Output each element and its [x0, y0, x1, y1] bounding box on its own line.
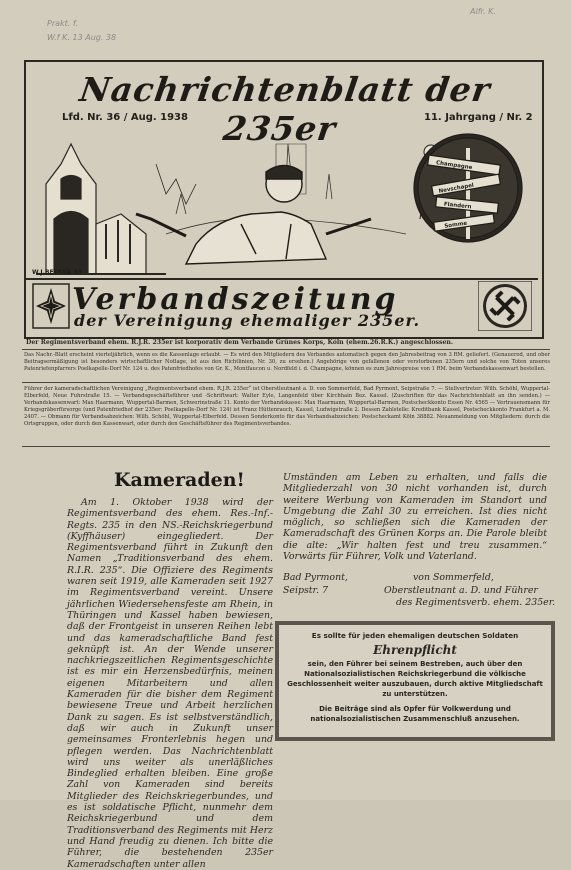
- box-text-2: Die Beiträge sind als Opfer für Volkwerdung und nationalsozialistischen Zusammenschluß anzusehen.: [310, 705, 520, 723]
- ruined-church-drawing: [36, 144, 196, 274]
- artist-signature: W.J.BECKER 33: [32, 269, 82, 276]
- signature-rank: Oberstleutnant a. D. und Führer: [384, 585, 538, 596]
- verbandszeitung-title: Verbandszeitung: [72, 282, 399, 317]
- pencil-note-1: Prakt. f.: [47, 19, 79, 28]
- verbandszeitung-subtitle: der Vereinigung ehemaliger 235er.: [74, 311, 421, 330]
- article-title: Kameraden!: [114, 469, 245, 491]
- header-illustration: [26, 124, 538, 278]
- issue-number-left: Lfd. Nr. 36 / Aug. 1938: [62, 112, 188, 123]
- article-text-left: Am 1. Oktober 1938 wird der Regimentsverband des ehem. Res.-Inf.-Regts. 235 in den NS.-Reichskriegerbund (Kyffhäuser) eingegliedert. Der Regimentsverband führt in Zukunft den Namen „Traditionsverband des ehem. R.I.R. 235“. Die Offiziere des Regiments waren seit 1919, alle Kameraden seit 1927 im Regimentsverband vereint. Unsere jährlichen Wiedersehensfeste am Rhein, in Thüringen und Kassel haben bewiesen, daß der Frontgeist in unseren Reihen lebt und das kameradschaftliche Band fest geknüpft ist. An der Wende unserer nachkriegszeitlichen Regimentsgeschichte ist es mir ein Herzensbedürfnis, meinen eigenen Mitarbeitern und allen Kameraden für die bisher dem Regiment bewiesene Treue und Arbeit herzlichen Dank zu sagen. Es ist selbstverständlich, daß wir auch in Zukunft unser gemeinsames Fronterlebnis hegen und pflegen werden. Das Nachrichtenblatt wird uns weiter als unerläßliches Bindeglied erhalten bleiben. Eine große Zahl von Kameraden sind bereits Mitglieder des Reichskriegerbundes, und es ist soldatische Pflicht, nunmehr dem Reichskriegerbund und dem Traditionsverband des Regiments mit Herz und Hand freudig zu dienen. Ich bitte die Führer, die bestehenden 235er Kameradschaften unter allen: [67, 497, 273, 870]
- article-text-right: Umständen am Leben zu erhalten, und falls die Mitgliederzahl von 30 nicht vorhanden ist, durch weitere Werbung von Kameraden im Standort und Umgebung die Zahl 30 zu erreichen. Ist dies nicht möglich, so schließen sich die Kameraden der Kameradschaft des Grünen Korps an. Die Parole bleibt die alte: „Wir halten fest und treu zusammen.“ Vorwärts für Führer, Volk und Vaterland.: [283, 472, 547, 563]
- association-officers-info: Führer der kameradschaftlichen Vereinigung „Regimentsverband ehem. R.J.R. 235er“ ist Oberstleutnant a. D. von Sommerfeld, Bad Pyrmont, Seipstraße 7. — Stellvertreter: Wilh. Schöhl, Wuppertal-Elberfeld, Neue Fuhrstraße 15. — Verbandsgeschäftsführer und -Schriftwart: Walter Eyle, Langenfeld über Kirchhain Bez. Kassel. (Zuschriften für das Nachrichtenblatt an ihn senden.) — Verbandskassenwart: Max Haarmann, Wuppertal-Barmen, Schwerinstraße 11. Konto der Verbandskasse: Max Haarmann, Wuppertal-Barmen, Postscheckkonto Essen Nr. 4565 — Vertrauensmann für Kriegsgräberfürsorge (und Patenfriedhof der 235er: Poelkapelle-Dorf Nr. 124) ist Franz Hüttenrauch, Kassel, Ludwigstraße 2. Dessen Zahlstelle: Kreditbank Kassel, Postscheckkonto Frankfurt a. M. 2407. — Obmann für Verbandsabzeichen: Wilh. Schöhl, Wuppertal-Elberfeld. Dessen Sonderkonto für das Verbandsabzeichen: Postscheckamt Köln 38882. Neuanmeldung von Mitgliedern: durch die Ortsgruppen, oder durch den Kassenwart, oder durch den Geschäftsführer des Regimentsverbandes.: [24, 386, 550, 427]
- signature-position: des Regimentsverb. ehem. 235er.: [396, 597, 556, 608]
- box-lead: Es sollte für jeden ehemaligen deutschen Soldaten: [311, 631, 519, 640]
- soldier-figure-drawing: [136, 166, 371, 265]
- divider-1: [22, 349, 550, 350]
- signature-street: Seipstr. 7: [283, 585, 328, 596]
- divider-3: [22, 446, 550, 447]
- article-column-left: [67, 497, 273, 870]
- signature-place: Bad Pyrmont,: [283, 572, 348, 583]
- signpost-label-2: Nevschapel: [438, 182, 475, 195]
- signpost-label-3: Flandern: [443, 201, 472, 211]
- article-column-right: [283, 472, 547, 562]
- masthead-title: Nachrichtenblatt der 235er: [77, 70, 494, 148]
- affiliation-line: Der Regimentsverband ehem. R.J.R. 235er ist korporativ dem Verbande Grünes Korps, Köln (ehem.26.R.K.) angeschlossen.: [26, 339, 454, 346]
- iron-cross-icon: [32, 283, 70, 329]
- swastika-emblem-icon: [478, 281, 532, 331]
- signature-name: von Sommerfeld,: [413, 572, 494, 583]
- box-text: sein, den Führer bei seinem Bestreben, auch über den Nationalsozialistischen Reichskriegerbund die völkische Geschlossenheit weiter auszubauen, durch aktive Mitgliedschaft zu unterstützen.: [287, 660, 543, 698]
- issue-number-right: 11. Jahrgang / Nr. 2: [424, 112, 533, 123]
- box-heading: Ehrenpflicht: [373, 643, 457, 657]
- ehrenpflicht-box: [275, 621, 555, 741]
- pencil-note-2: W.f K. 13 Aug. 38: [47, 33, 117, 42]
- divider-2: [22, 382, 550, 383]
- signpost-label-4: Somme: [444, 220, 468, 230]
- pencil-note-3: Alfr. K.: [470, 7, 496, 16]
- subscription-info: Das Nachr.-Blatt erscheint vierteljährlich, wenn es die Kassenlage erlaubt. — Es wird den Mitgliedern des Verbandes automatisch gegen den Jahresbeitrag von 3 RM. geliefert. (Genauerod, und ober Beitragsermäßigung ist besonders wirtschaftlicher Notlage, ist aus den Richtlinien, Nr. 30, zu ersehen.) Angehörige von gefallenen oder verstorbenen 235ern und solche von Toten unseres Patenriefenpfarrers Poelkapelle-Dorf Nr. 124 u. des Patenfriedhofes von Gr. K., Montfaucon u. Nordfeld i. d. Champagne, können es zum Jahrespreise von 1 RM. beim Verbandskassenwart bestellen.: [24, 352, 550, 372]
- signpost-label-1: Champagne: [435, 160, 473, 172]
